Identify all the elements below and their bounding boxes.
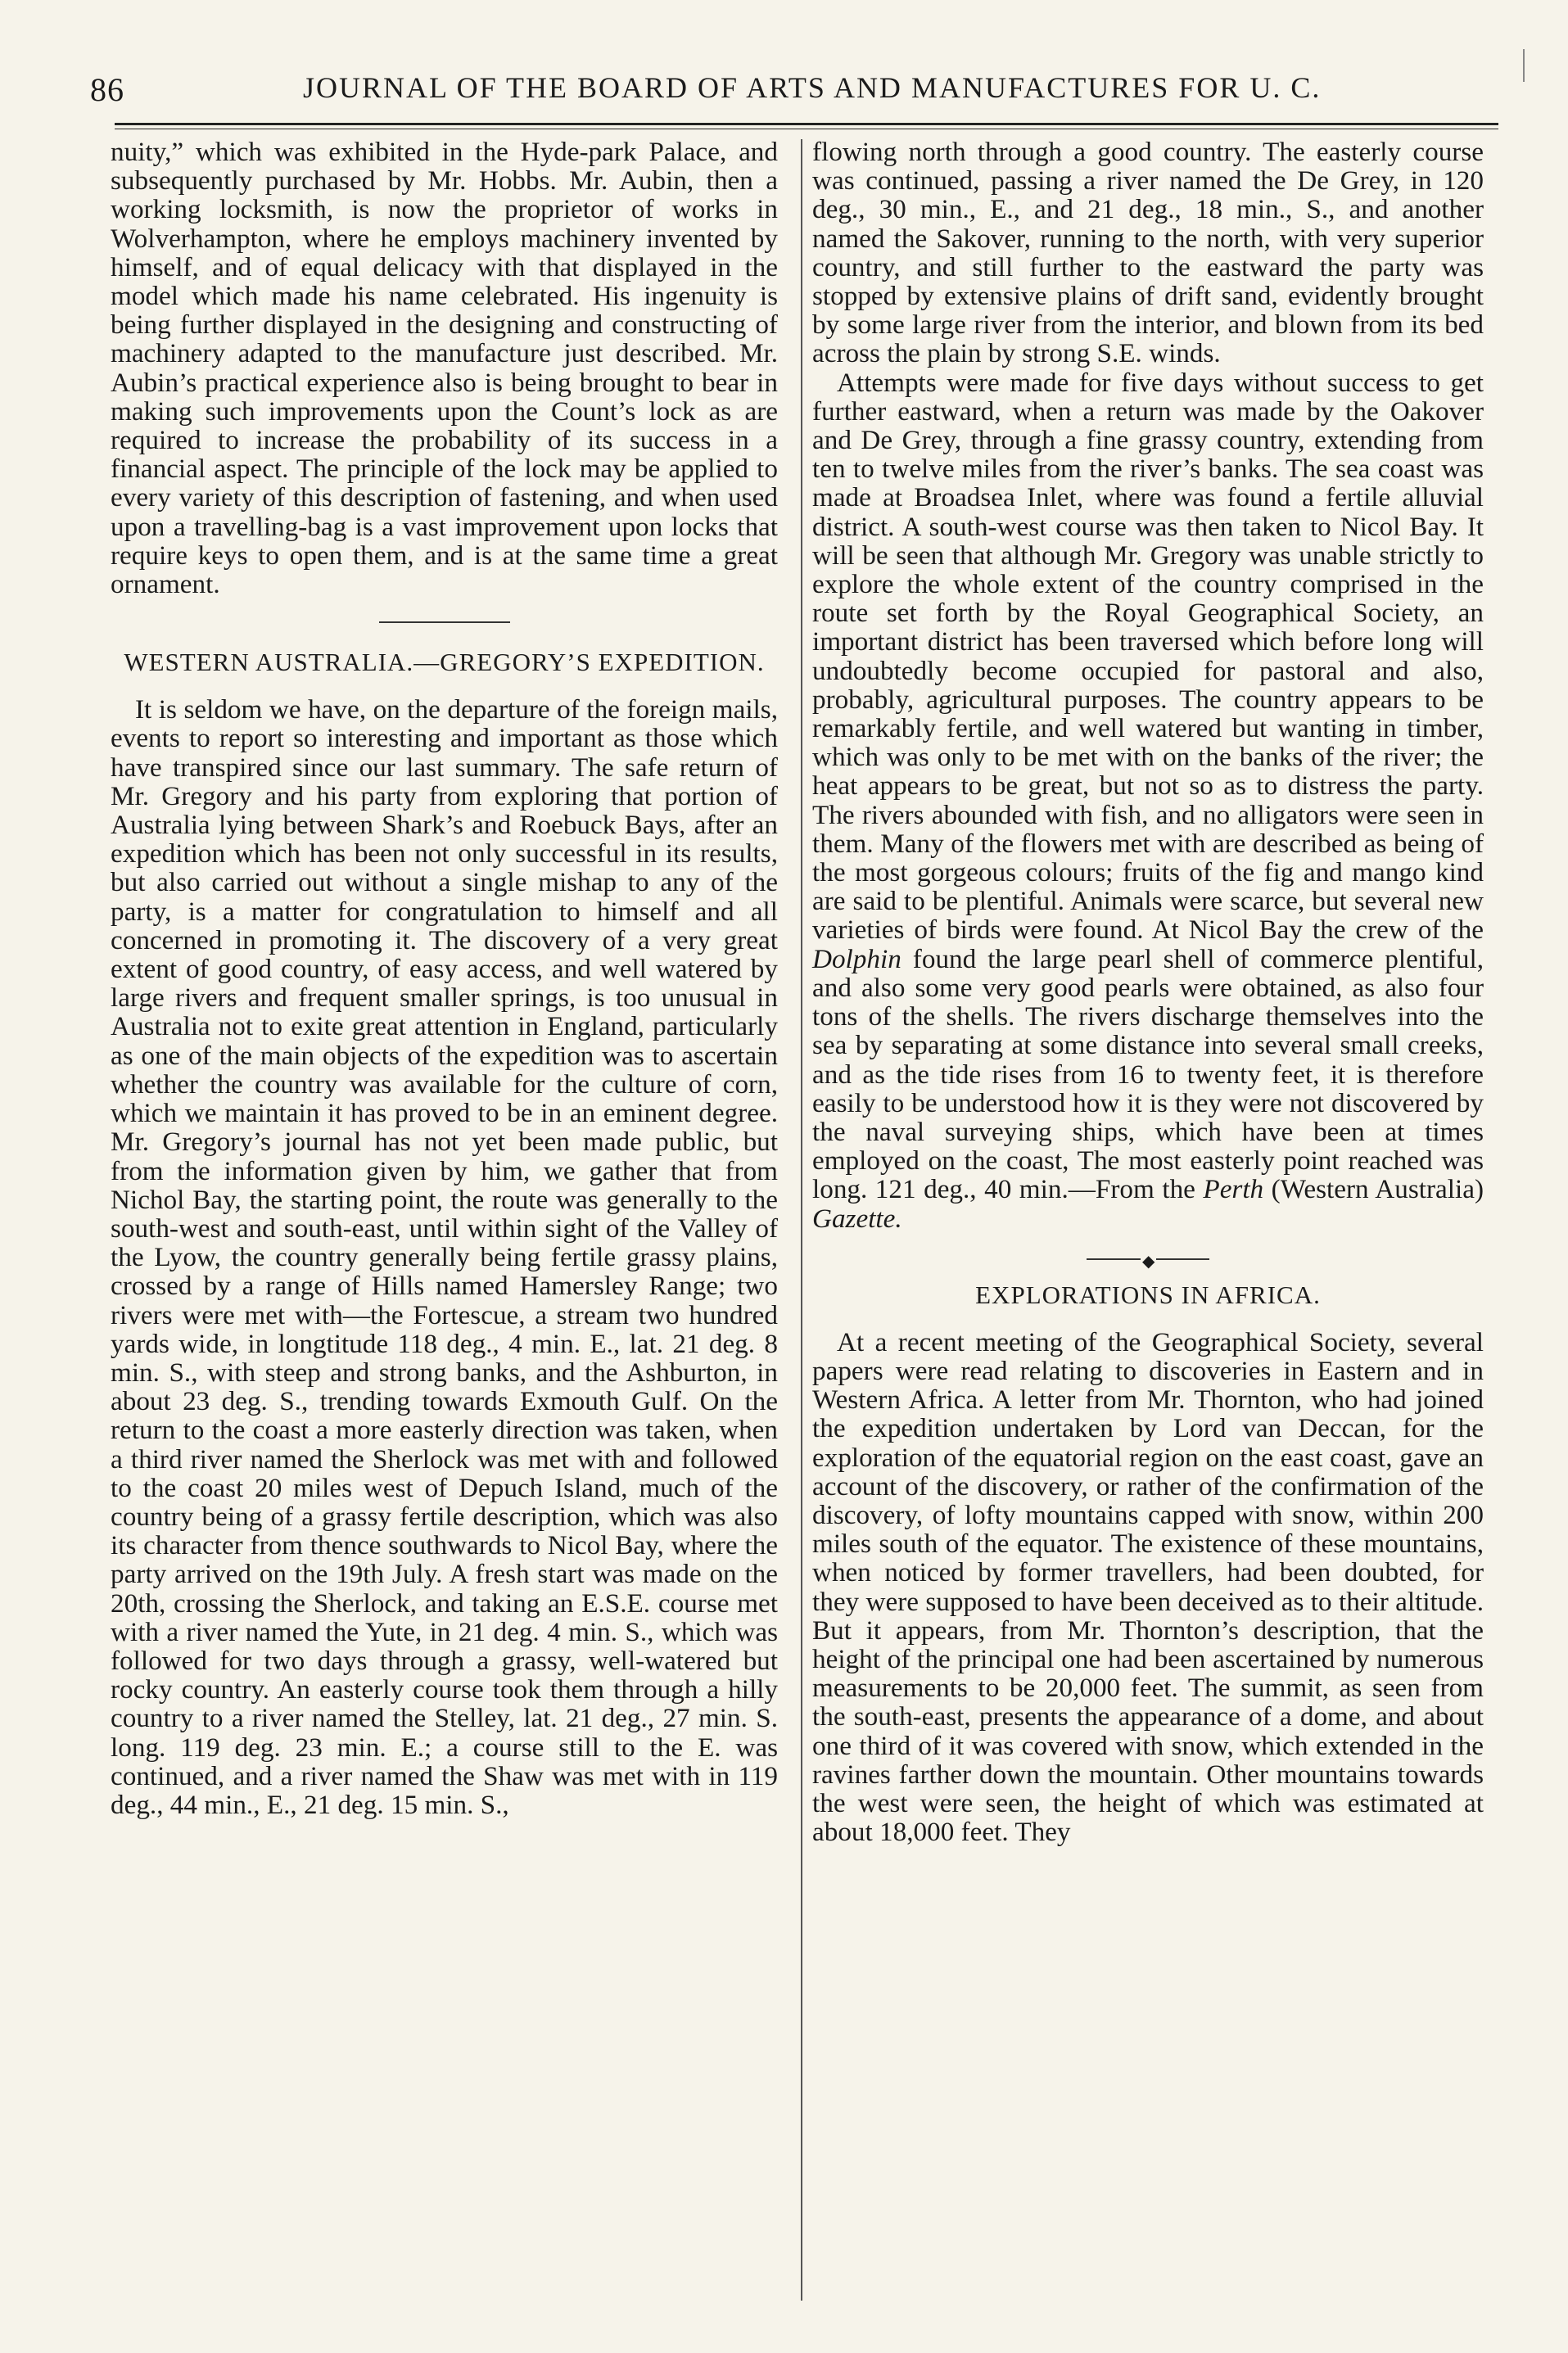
right-column [812, 138, 1484, 1846]
paragraph-text: Attempts were made for five days without success to get further eastward, when a return was made by the Oakover and De Grey, through a fine grassy country, extending from ten to twelve miles from the river’s banks. The sea coast was made at Broadsea Inlet, where was found a fertile alluvial district. A south-west course was then taken to Nicol Bay. It will be seen that although Mr. Gregory was unable strictly to explore the whole extent of the country comprised in the route set forth by the Royal Geographical Society, an important district has been traversed which before long will undoubtedly become occupied for pastoral and also, probably, agricultural purposes. The country appears to be remarkably fertile, and well watered but wanting in timber, which was only to be met with on the banks of the river; the heat appears to be great, but not so as to distress the party. The rivers abounded with fish, and no alligators were seen in them. Many of the flowers met with are described as being of the most gorgeous colours; fruits of the fig and mango kind are said to be plentiful. Animals were scarce, but several new varieties of birds were found. At Nicol Bay the crew of the [812, 367, 1484, 946]
section-heading: WESTERN AUSTRALIA.—GREGORY’S EXPEDITION. [124, 648, 765, 677]
source-gazette: Gazette. [812, 1203, 902, 1234]
page-number: 86 [90, 71, 124, 108]
header-rule [115, 123, 1498, 125]
paragraph [812, 368, 1484, 1233]
spacer [812, 1310, 1484, 1328]
running-title: JOURNAL OF THE BOARD OF ARTS AND MANUFACTURES FOR U. C. [303, 71, 1322, 104]
ornamental-separator [1087, 1253, 1209, 1266]
section-heading: EXPLORATIONS IN AFRICA. [975, 1280, 1321, 1309]
section-separator [379, 621, 510, 623]
page-header [90, 70, 1490, 111]
margin-mark [1523, 49, 1528, 82]
paragraph: flowing north through a good country. The easterly course was continued, passing a river named the De Grey, in 120 deg., 30 min., E., and 21 deg., 18 min., S., and another named the Sakover, running to the north, with very superior country, and still further to the eastward the party was stopped by extensive plains of drift sand, evidently brought by some large river from the interior, and blown from its bed across the plain by strong S.E. winds. [812, 137, 1484, 369]
left-column [111, 138, 778, 1819]
ship-name: Dolphin [812, 943, 901, 974]
paragraph-text: found the large pearl shell of commerce plentiful, and also some very good pearls were obtained, as also four tons of the shells. The rivers discharge themselves into the sea by separating at some distance into several small creeks, and as the tide rises from 16 to twenty feet, it is therefore easily to be understood how it is they were not discovered by the naval surveying ships, which have been at times employed on the coast, The most easterly point reached was long. 121 deg., 40 min.—From the [812, 943, 1484, 1205]
paragraph: At a recent meeting of the Geographical Society, several papers were read relating to discoveries in Eastern and in Western Africa. A letter from Mr. Thornton, who had joined the expedition undertaken by Lord van Deccan, for the exploration of the equatorial region on the east coast, gave an account of the discovery, or rather of the confirmation of the discovery, of lofty mountains capped with snow, within 200 miles south of the equator. The existence of these mountains, when noticed by former travellers, had been doubted, for they were supposed to have been deceived as to their altitude. But it appears, from Mr. Thornton’s description, that the height of the principal one had been ascertained by numerous measurements to be 20,000 feet. The summit, as seen from the south-east, presents the appearance of a dome, and about one third of it was covered with snow, which extended in the ravines farther down the mountain. Other mountains towards the west were seen, the height of which was estimated at about 18,000 feet. They [812, 1326, 1484, 1848]
paragraph: nuity,” which was exhibited in the Hyde-park Palace, and subsequently purchased by Mr. Hobbs. Mr. Aubin, then a working locksmith, is now the proprietor of works in Wolverhampton, where he employs machinery invented by himself, and of equal delicacy with that displayed in the model which made his name celebrated. His ingenuity is being further displayed in the designing and constructing of machinery adapted to the manufacture just described. Mr. Aubin’s practical experience also is being brought to bear in making such improvements upon the Count’s lock as are required to increase the probability of its success in a financial aspect. The principle of the lock may be applied to every variety of this description of fastening, and when used upon a travelling-bag is a vast improvement upon locks that require keys to open them, and is at the same time a great ornament. [111, 137, 778, 600]
column-divider [801, 139, 802, 2301]
spacer [111, 677, 778, 695]
source-name: Perth [1203, 1174, 1264, 1205]
source-region: (Western Australia) [1271, 1174, 1484, 1205]
paragraph: It is seldom we have, on the departure of the foreign mails, events to report so interesting and important as those which have transpired since our last summary. The safe return of Mr. Gregory and his party from exploring that portion of Australia lying between Shark’s and Roebuck Bays, after an expedition which has been not only successful in its results, but also carried out without a single mishap to any of the party, is a matter for congratulation to himself and all concerned in promoting it. The discovery of a very great extent of good country, of easy access, and well watered by large rivers and frequent smaller springs, is too unusual in Australia not to exite great attention in England, particularly as one of the main objects of the expedition was to ascertain whether the country was available for the culture of corn, which we maintain it has proved to be in an eminent degree. Mr. Gregory’s journal has not yet been made public, but from the information given by him, we gather that from Nichol Bay, the starting point, the route was generally to the south-west and south-east, until within sight of the Valley of the Lyow, the country generally being fertile grassy plains, crossed by a range of Hills named Hamersley Range; two rivers were met with—the Fortescue, a stream two hundred yards wide, in longtitude 118 deg., 4 min. E., lat. 21 deg. 8 min. S., with steep and strong banks, and the Ashburton, in about 23 deg. S., trending towards Exmouth Gulf. On the return to the coast a more easterly direction was taken, when a third river named the Sherlock was met with and followed to the coast 20 miles west of Depuch Island, much of the country being of a grassy fertile description, which was also its character from thence southwards to Nicol Bay, where the party arrived on the 19th July. A fresh start was made on the 20th, crossing the Sherlock, and taking an E.S.E. course met with a river named the Yute, in 21 deg. 4 min. S., which was followed for two days through a grassy, well-watered but rocky country. An easterly course took them through a hilly country to a river named the Stelley, lat. 21 deg., 27 min. S. long. 119 deg. 23 min. E.; a course still to the E. was continued, and a river named the Shaw was met with in 119 deg., 44 min., E., 21 deg. 15 min. S., [111, 694, 778, 1820]
